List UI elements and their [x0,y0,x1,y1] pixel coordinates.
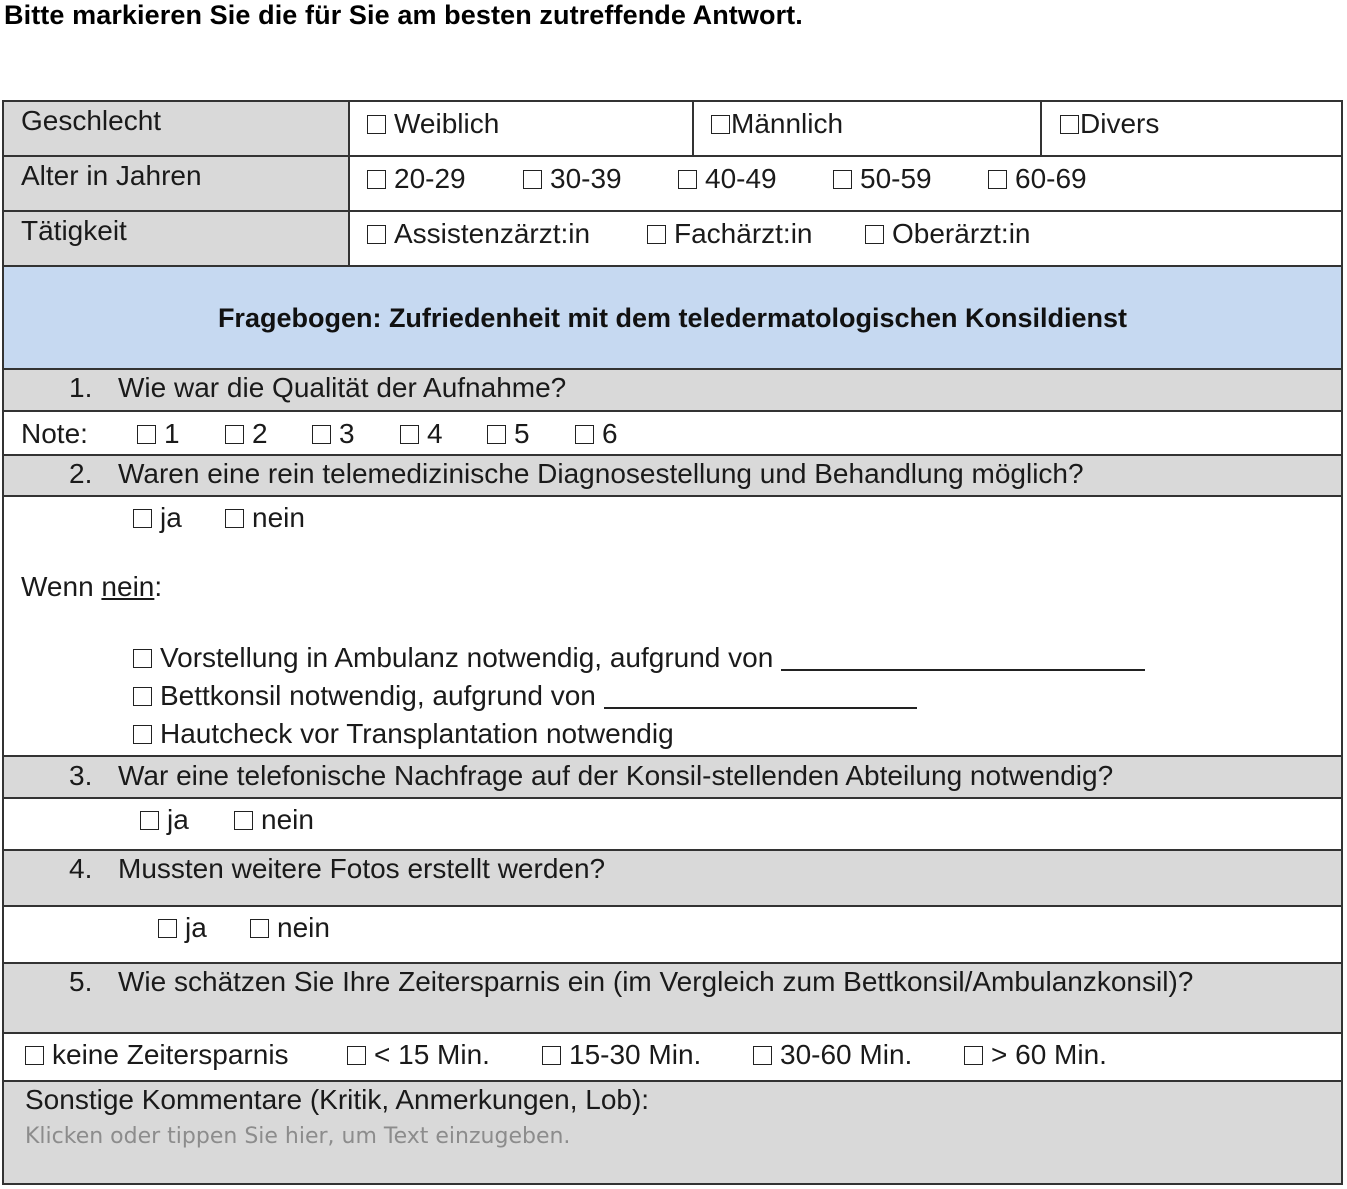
checkbox[interactable] [312,425,331,444]
checkbox[interactable] [133,509,152,528]
role-row [4,212,1341,267]
grade-option-1[interactable]: 1 [137,418,180,450]
comments-section [4,1082,1341,1183]
checkbox[interactable] [367,115,386,134]
questionnaire-title: Fragebogen: Zufriedenheit mit dem teledermatologischen Konsildienst [217,303,1128,333]
grade-option-3[interactable]: 3 [312,418,355,450]
q4-option-ja[interactable]: ja [158,912,207,944]
if-no-label: Wenn nein: [21,571,163,602]
age-option-20-29[interactable]: 20-29 [367,163,466,195]
checkbox[interactable] [833,170,852,189]
checkbox[interactable] [367,225,386,244]
checkbox[interactable] [133,687,152,706]
checkbox[interactable] [487,425,506,444]
q5-option-lt15[interactable]: < 15 Min. [347,1039,490,1071]
note-label: Note: [21,418,88,449]
age-option-60-69[interactable]: 60-69 [988,163,1087,195]
age-option-50-59[interactable]: 50-59 [833,163,932,195]
checkbox[interactable] [140,811,159,830]
question-2-answers [4,497,1341,757]
q5-option-30-60[interactable]: 30-60 Min. [753,1039,912,1071]
question-4-header [4,851,1341,907]
q5-option-gt60[interactable]: > 60 Min. [964,1039,1107,1071]
checkbox[interactable] [523,170,542,189]
reason-input-line[interactable] [604,707,917,709]
q2-sub-option-hautcheck[interactable]: Hautcheck vor Transplantation notwendig [133,718,674,750]
role-option-assistenzarzt[interactable]: Assistenzärzt:in [367,218,590,250]
checkbox[interactable] [753,1046,772,1065]
q2-option-nein[interactable]: nein [225,502,305,534]
q5-option-15-30[interactable]: 15-30 Min. [542,1039,701,1071]
question-1-header [4,370,1341,412]
questionnaire-title-band [4,267,1341,370]
gender-label: Geschlecht [21,105,162,136]
question-text: War eine telefonische Nachfrage auf der Konsil-stellenden Abteilung notwendig? [118,760,1114,791]
gender-option-divers[interactable]: Divers [1060,108,1159,140]
checkbox[interactable] [988,170,1007,189]
question-2-header [4,456,1341,497]
age-label: Alter in Jahren [21,160,202,191]
age-option-30-39[interactable]: 30-39 [523,163,622,195]
question-number: 3. [69,760,93,791]
q2-sub-option-ambulanz[interactable]: Vorstellung in Ambulanz notwendig, aufgrund von [133,642,1145,674]
checkbox[interactable] [1060,115,1079,134]
q2-sub-option-bettkonsil[interactable]: Bettkonsil notwendig, aufgrund von [133,680,917,712]
q5-option-keine[interactable]: keine Zeitersparnis [25,1039,289,1071]
reason-input-line[interactable] [781,669,1145,671]
checkbox[interactable] [133,725,152,744]
checkbox[interactable] [347,1046,366,1065]
comments-input-placeholder[interactable]: Klicken oder tippen Sie hier, um Text einzugeben. [25,1124,571,1149]
q2-option-ja[interactable]: ja [133,502,182,534]
question-1-answers [4,412,1341,456]
comments-label: Sonstige Kommentare (Kritik, Anmerkungen, Lob): [25,1084,650,1115]
checkbox[interactable] [137,425,156,444]
question-4-answers [4,907,1341,964]
question-text: Mussten weitere Fotos erstellt werden? [118,853,606,884]
checkbox[interactable] [225,509,244,528]
checkbox[interactable] [575,425,594,444]
age-option-40-49[interactable]: 40-49 [678,163,777,195]
question-text: Wie schätzen Sie Ihre Zeitersparnis ein (im Vergleich zum Bettkonsil/Ambulanzkonsil)? [118,966,1194,997]
question-number: 2. [69,458,93,489]
instruction-text: Bitte markieren Sie die für Sie am besten zutreffende Antwort. [4,0,803,30]
question-5-answers [4,1034,1341,1082]
checkbox[interactable] [964,1046,983,1065]
grade-option-2[interactable]: 2 [225,418,268,450]
role-option-facharzt[interactable]: Fachärzt:in [647,218,813,250]
gender-option-weiblich[interactable]: Weiblich [367,108,499,140]
q4-option-nein[interactable]: nein [250,912,330,944]
q3-option-nein[interactable]: nein [234,804,314,836]
checkbox[interactable] [367,170,386,189]
grade-option-6[interactable]: 6 [575,418,618,450]
checkbox[interactable] [225,425,244,444]
question-text: Waren eine rein telemedizinische Diagnosestellung und Behandlung möglich? [118,458,1084,489]
checkbox[interactable] [865,225,884,244]
age-row [4,157,1341,212]
checkbox[interactable] [647,225,666,244]
question-number: 1. [69,372,93,403]
role-label: Tätigkeit [21,215,127,246]
checkbox[interactable] [25,1046,44,1065]
checkbox[interactable] [234,811,253,830]
question-3-header [4,757,1341,799]
q3-option-ja[interactable]: ja [140,804,189,836]
question-text: Wie war die Qualität der Aufnahme? [118,372,567,403]
gender-option-maennlich[interactable]: Männlich [711,108,843,140]
checkbox[interactable] [711,115,730,134]
gender-row [4,102,1341,157]
question-number: 4. [69,853,93,884]
questionnaire-form [2,100,1343,1185]
checkbox[interactable] [542,1046,561,1065]
role-option-oberarzt[interactable]: Oberärzt:in [865,218,1031,250]
checkbox[interactable] [158,919,177,938]
checkbox[interactable] [250,919,269,938]
checkbox[interactable] [678,170,697,189]
grade-option-5[interactable]: 5 [487,418,530,450]
question-3-answers [4,799,1341,851]
checkbox[interactable] [133,649,152,668]
grade-option-4[interactable]: 4 [400,418,443,450]
question-number: 5. [69,966,93,997]
checkbox[interactable] [400,425,419,444]
question-5-header [4,964,1341,1034]
